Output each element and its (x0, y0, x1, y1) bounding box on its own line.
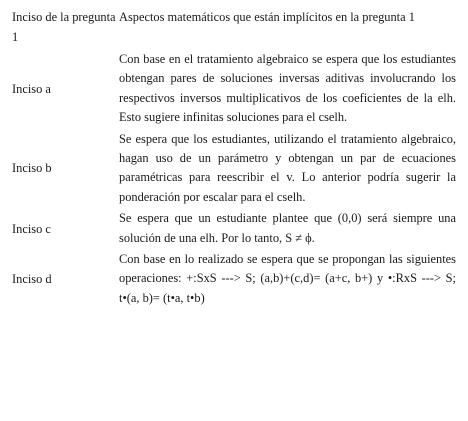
row-description: Con base en lo realizado se espera que se propongan las siguientes operaciones: +:SxS ---> S; (a,b)+(c,d)= (a+c, b+) y •:RxS ---> S; t•(a, b)= (t•a, t•b) (119, 252, 456, 305)
row-label: Inciso d (12, 272, 52, 287)
table-row-inciso-b (12, 130, 456, 208)
table-header-row (12, 7, 456, 47)
row-description: Se espera que un estudiante plantee que (0,0) será siempre una solución de una elh. Por lo tanto, S ≠ ϕ. (119, 211, 456, 245)
row-description: Se espera que los estudiantes, utilizando el tratamiento algebraico, hagan uso de un parámetro y obtengan un par de ecuaciones paramétricas para reescribir el v. Lo anterior podría sugerir la ponderación por escalar para el cselh. (119, 131, 456, 204)
header-inciso: Inciso de la pregunta 1 (12, 10, 116, 44)
row-description: Con base en el tratamiento algebraico se espera que los estudiantes obtengan pares de soluciones inversas aditivas involucrando los respectivos inversos multiplicativos de los coeficientes de la elh. Esto sugiere infinitas soluciones para el cselh. (119, 52, 456, 125)
row-label: Inciso a (12, 81, 51, 96)
aspects-table (12, 7, 456, 308)
table-row-inciso-c (12, 209, 456, 248)
table-row-inciso-a (12, 50, 456, 128)
header-aspectos: Aspectos matemáticos que están implícitos en la pregunta 1 (119, 10, 415, 24)
table-row-inciso-d (12, 250, 456, 308)
row-label: Inciso c (12, 221, 51, 236)
row-label: Inciso b (12, 161, 52, 176)
